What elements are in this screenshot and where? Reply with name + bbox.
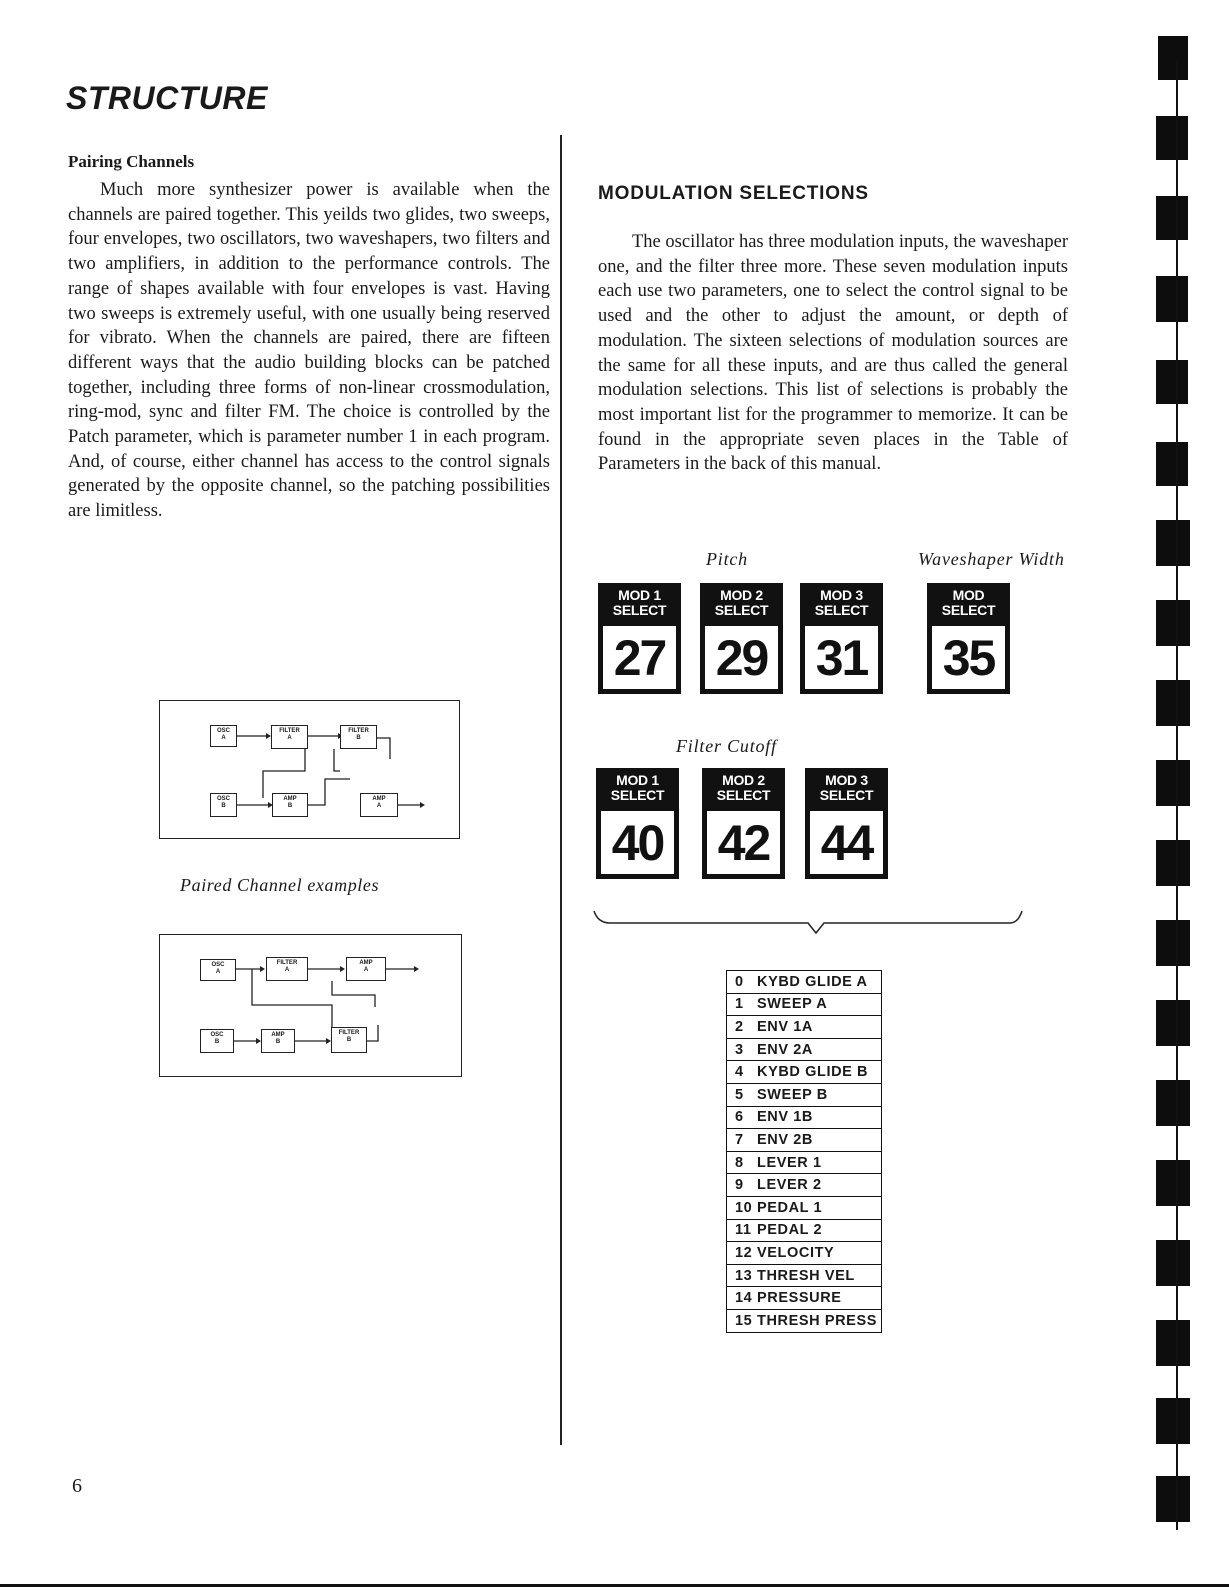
- table-row: [727, 1242, 882, 1265]
- table-row: [727, 1016, 882, 1039]
- binder-tab: [1156, 442, 1188, 486]
- binder-tab: [1156, 360, 1188, 404]
- mod-source-cell: [727, 1174, 882, 1197]
- binder-tab: [1156, 1320, 1190, 1366]
- filter-mod-2-select-badge: MOD 2 SELECT 42: [702, 768, 785, 879]
- table-row: [727, 1083, 882, 1106]
- page-bottom-edge: [0, 1584, 1229, 1587]
- mod-source-name: SWEEP B: [757, 1086, 828, 1103]
- diagram-1-filter-b: FILTER B: [340, 725, 377, 749]
- diagram-2-amp-b: AMP B: [261, 1029, 295, 1053]
- mod-source-name: PEDAL 1: [757, 1199, 823, 1216]
- mod-source-cell: [727, 971, 882, 994]
- binder-tab: [1156, 520, 1190, 566]
- filter-mod-1-select-badge: MOD 1 SELECT 40: [596, 768, 679, 879]
- column-divider: [560, 135, 562, 1445]
- paired-channel-diagram-1: [159, 700, 460, 839]
- filter-mod-3-select-badge: MOD 3 SELECT 44: [805, 768, 888, 879]
- diagram-1-filter-a: FILTER A: [271, 725, 308, 749]
- table-row: [727, 1174, 882, 1197]
- mod-source-name: LEVER 2: [757, 1177, 822, 1194]
- mod-source-name: THRESH VEL: [757, 1267, 855, 1284]
- mod-source-cell: [727, 1129, 882, 1152]
- mod-source-index: 2: [735, 1018, 744, 1035]
- binder-tab: [1156, 920, 1190, 966]
- mod-source-index: 13: [735, 1267, 753, 1284]
- pitch-mod-2-select-badge: MOD 2 SELECT 29: [700, 583, 783, 694]
- modulation-selections-heading: MODULATION SELECTIONS: [598, 183, 869, 204]
- binder-tab: [1156, 276, 1188, 322]
- diagram-1-osc-b: OSC B: [210, 793, 237, 817]
- mod-source-name: PEDAL 2: [757, 1222, 823, 1239]
- pairing-channels-paragraph: Much more synthesizer power is available when the channels are paired together. This yeilds two glides, two sweeps, four envelopes, two oscillators, two waveshapers, two filters and two amplifiers, in addition to the performance controls. The range of shapes available with four envelopes is vast. Having two sweeps is extremely useful, with one usually being reserved for vibrato. When the channels are paired, there are fifteen different ways that the audio building blocks can be patched together, including three forms of non-linear crossmodulation, ring-mod, sync and filter FM. The choice is controlled by the Patch parameter, which is parameter number 1 in each program. And, of course, either channel has access to the control signals generated by the opposite channel, so the patching possibilities are limitless.: [68, 180, 550, 522]
- mod-source-cell: [727, 1219, 882, 1242]
- table-row: [727, 993, 882, 1016]
- mod-source-name: PRESSURE: [757, 1290, 842, 1307]
- pairing-channels-heading: Pairing Channels: [68, 152, 195, 171]
- mod-source-name: ENV 2B: [757, 1131, 813, 1148]
- table-row: [727, 971, 882, 994]
- mod-source-index: 3: [735, 1041, 744, 1058]
- mod-source-cell: [727, 1061, 882, 1084]
- waveshaper-mod-select-badge: MOD SELECT 35: [927, 583, 1010, 694]
- table-row: [727, 1196, 882, 1219]
- mod-source-name: ENV 2A: [757, 1041, 813, 1058]
- binder-tab: [1156, 1240, 1190, 1286]
- mod-source-index: 4: [735, 1064, 744, 1081]
- page-title: STRUCTURE: [66, 80, 268, 116]
- mod-source-name: VELOCITY: [757, 1244, 835, 1261]
- binder-tab: [1156, 680, 1190, 726]
- mod-source-index: 1: [735, 996, 744, 1013]
- diagram-2-connections: [160, 935, 463, 1078]
- binder-tab: [1156, 760, 1190, 806]
- mod-source-index: 15: [735, 1312, 753, 1329]
- mod-source-cell: [727, 1309, 882, 1332]
- mod-source-cell: [727, 993, 882, 1016]
- diagram-1-amp-a: AMP A: [360, 793, 398, 817]
- binder-spine: [1176, 60, 1178, 1530]
- filter-cutoff-label: Filter Cutoff: [676, 736, 777, 756]
- mod-source-index: 11: [735, 1222, 752, 1239]
- table-row: [727, 1129, 882, 1152]
- diagram-caption: Paired Channel examples: [180, 875, 380, 895]
- mod-source-name: ENV 1A: [757, 1018, 813, 1035]
- mod-source-cell: [727, 1083, 882, 1106]
- pitch-mod-3-select-badge: MOD 3 SELECT 31: [800, 583, 883, 694]
- binder-tab: [1156, 1080, 1190, 1126]
- mod-source-name: LEVER 1: [757, 1154, 822, 1171]
- mod-source-name: THRESH PRESS: [757, 1312, 877, 1329]
- mod-source-name: KYBD GLIDE A: [757, 973, 868, 990]
- mod-source-index: 8: [735, 1154, 744, 1171]
- mod-source-cell: [727, 1106, 882, 1129]
- mod-source-name: SWEEP A: [757, 996, 828, 1013]
- binder-tab: [1156, 1000, 1190, 1046]
- binder-tab: [1156, 196, 1188, 240]
- modulation-sources-table: [726, 970, 882, 1333]
- binder-tab: [1156, 600, 1190, 646]
- paired-channel-diagram-2: [159, 934, 462, 1077]
- brace-icon: [590, 905, 1030, 937]
- diagram-2-osc-a: OSC A: [200, 959, 236, 981]
- mod-source-index: 7: [735, 1131, 744, 1148]
- mod-source-cell: [727, 1196, 882, 1219]
- diagram-1-amp-b: AMP B: [272, 793, 308, 817]
- mod-source-index: 12: [735, 1244, 753, 1261]
- mod-source-name: KYBD GLIDE B: [757, 1064, 869, 1081]
- table-row: [727, 1219, 882, 1242]
- binder-tab: [1156, 1160, 1190, 1206]
- diagram-1-osc-a: OSC A: [210, 725, 237, 747]
- table-row: [727, 1309, 882, 1332]
- table-row: [727, 1106, 882, 1129]
- diagram-2-amp-a: AMP A: [346, 957, 386, 981]
- parameter-number: 35: [932, 626, 1005, 689]
- mod-source-cell: [727, 1016, 882, 1039]
- parameter-number: 29: [705, 626, 778, 689]
- waveshaper-width-label: Waveshaper Width: [918, 549, 1065, 569]
- mod-source-index: 14: [735, 1290, 753, 1307]
- modulation-selections-paragraph: The oscillator has three modulation inputs, the waveshaper one, and the filter three more. These seven modulation inputs each use two parameters, one to select the control signal to be used and the other to adjust the amount, or depth of modulation. The sixteen selections of modulation sources are the same for all these inputs, and are thus called the general modulation selections. This list of selections is probably the most important list for the programmer to memorize. It can be found in the appropriate seven places in the Table of Parameters in the back of this manual.: [598, 232, 1068, 475]
- binder-tab: [1156, 1476, 1190, 1522]
- pitch-label: Pitch: [706, 549, 748, 569]
- mod-source-index: 10: [735, 1199, 753, 1216]
- diagram-2-osc-b: OSC B: [200, 1029, 234, 1053]
- parameter-number: 44: [810, 811, 883, 874]
- table-row: [727, 1038, 882, 1061]
- binder-tab: [1158, 36, 1188, 80]
- parameter-number: 42: [707, 811, 780, 874]
- mod-source-index: 9: [735, 1177, 744, 1194]
- diagram-1-connections: [160, 701, 461, 840]
- mod-source-index: 6: [735, 1109, 744, 1126]
- parameter-number: 31: [805, 626, 878, 689]
- parameter-number: 27: [603, 626, 676, 689]
- pitch-mod-1-select-badge: MOD 1 SELECT 27: [598, 583, 681, 694]
- table-row: [727, 1287, 882, 1310]
- binder-tab: [1156, 1398, 1190, 1444]
- mod-source-index: 0: [735, 973, 744, 990]
- mod-source-cell: [727, 1287, 882, 1310]
- mod-source-name: ENV 1B: [757, 1109, 813, 1126]
- mod-source-cell: [727, 1264, 882, 1287]
- page-number: 6: [72, 1475, 82, 1497]
- mod-source-cell: [727, 1038, 882, 1061]
- binder-tab: [1156, 116, 1188, 160]
- diagram-2-filter-a: FILTER A: [266, 957, 308, 981]
- parameter-number: 40: [601, 811, 674, 874]
- table-row: [727, 1061, 882, 1084]
- diagram-2-filter-b: FILTER B: [331, 1027, 367, 1053]
- mod-source-index: 5: [735, 1086, 744, 1103]
- binder-tab: [1156, 840, 1190, 886]
- table-row: [727, 1264, 882, 1287]
- mod-source-cell: [727, 1242, 882, 1265]
- mod-source-cell: [727, 1151, 882, 1174]
- table-row: [727, 1151, 882, 1174]
